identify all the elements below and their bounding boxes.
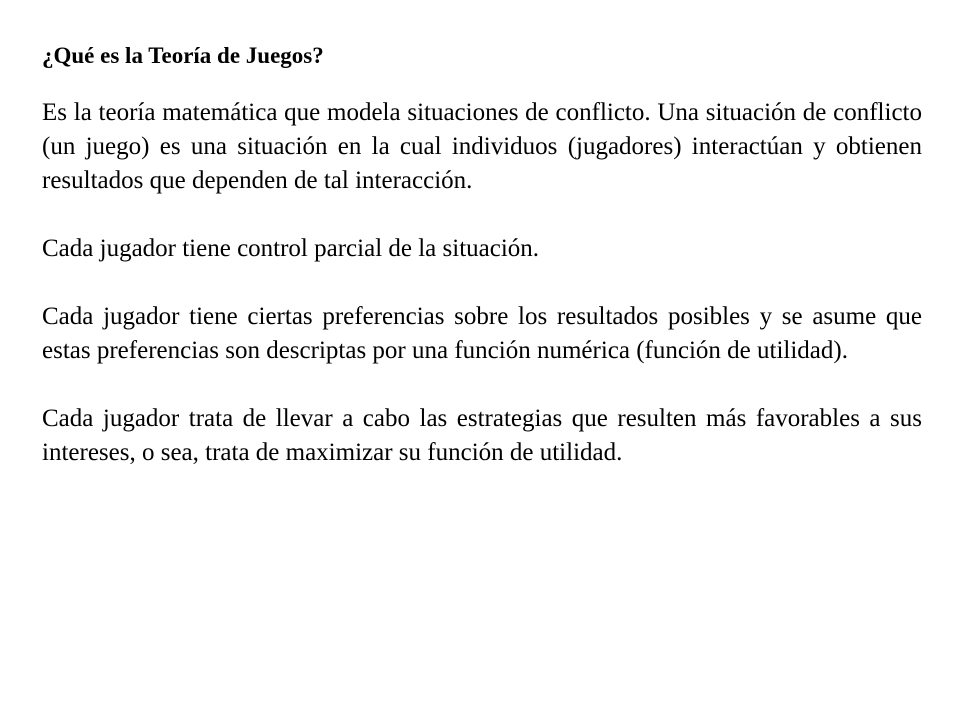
- paragraph-partial-control: Cada jugador tiene control parcial de la situación.: [42, 235, 540, 262]
- slide-title: ¿Qué es la Teoría de Juegos?: [42, 43, 324, 68]
- slide-content: [42, 40, 922, 470]
- paragraph-strategies: Cada jugador trata de llevar a cabo las estrategias que resulten más favorables a sus intereses, o sea, trata de maximizar su función de utilidad.: [42, 405, 922, 466]
- paragraph-definition: Es la teoría matemática que modela situaciones de conflicto. Una situación de conflicto (un juego) es una situación en la cual individuos (jugadores) interactúan y obtienen resultados que dependen de tal interacción.: [42, 99, 922, 194]
- paragraph-preferences: Cada jugador tiene ciertas preferencias sobre los resultados posibles y se asume que estas preferencias son descriptas por una función numérica (función de utilidad).: [42, 303, 922, 364]
